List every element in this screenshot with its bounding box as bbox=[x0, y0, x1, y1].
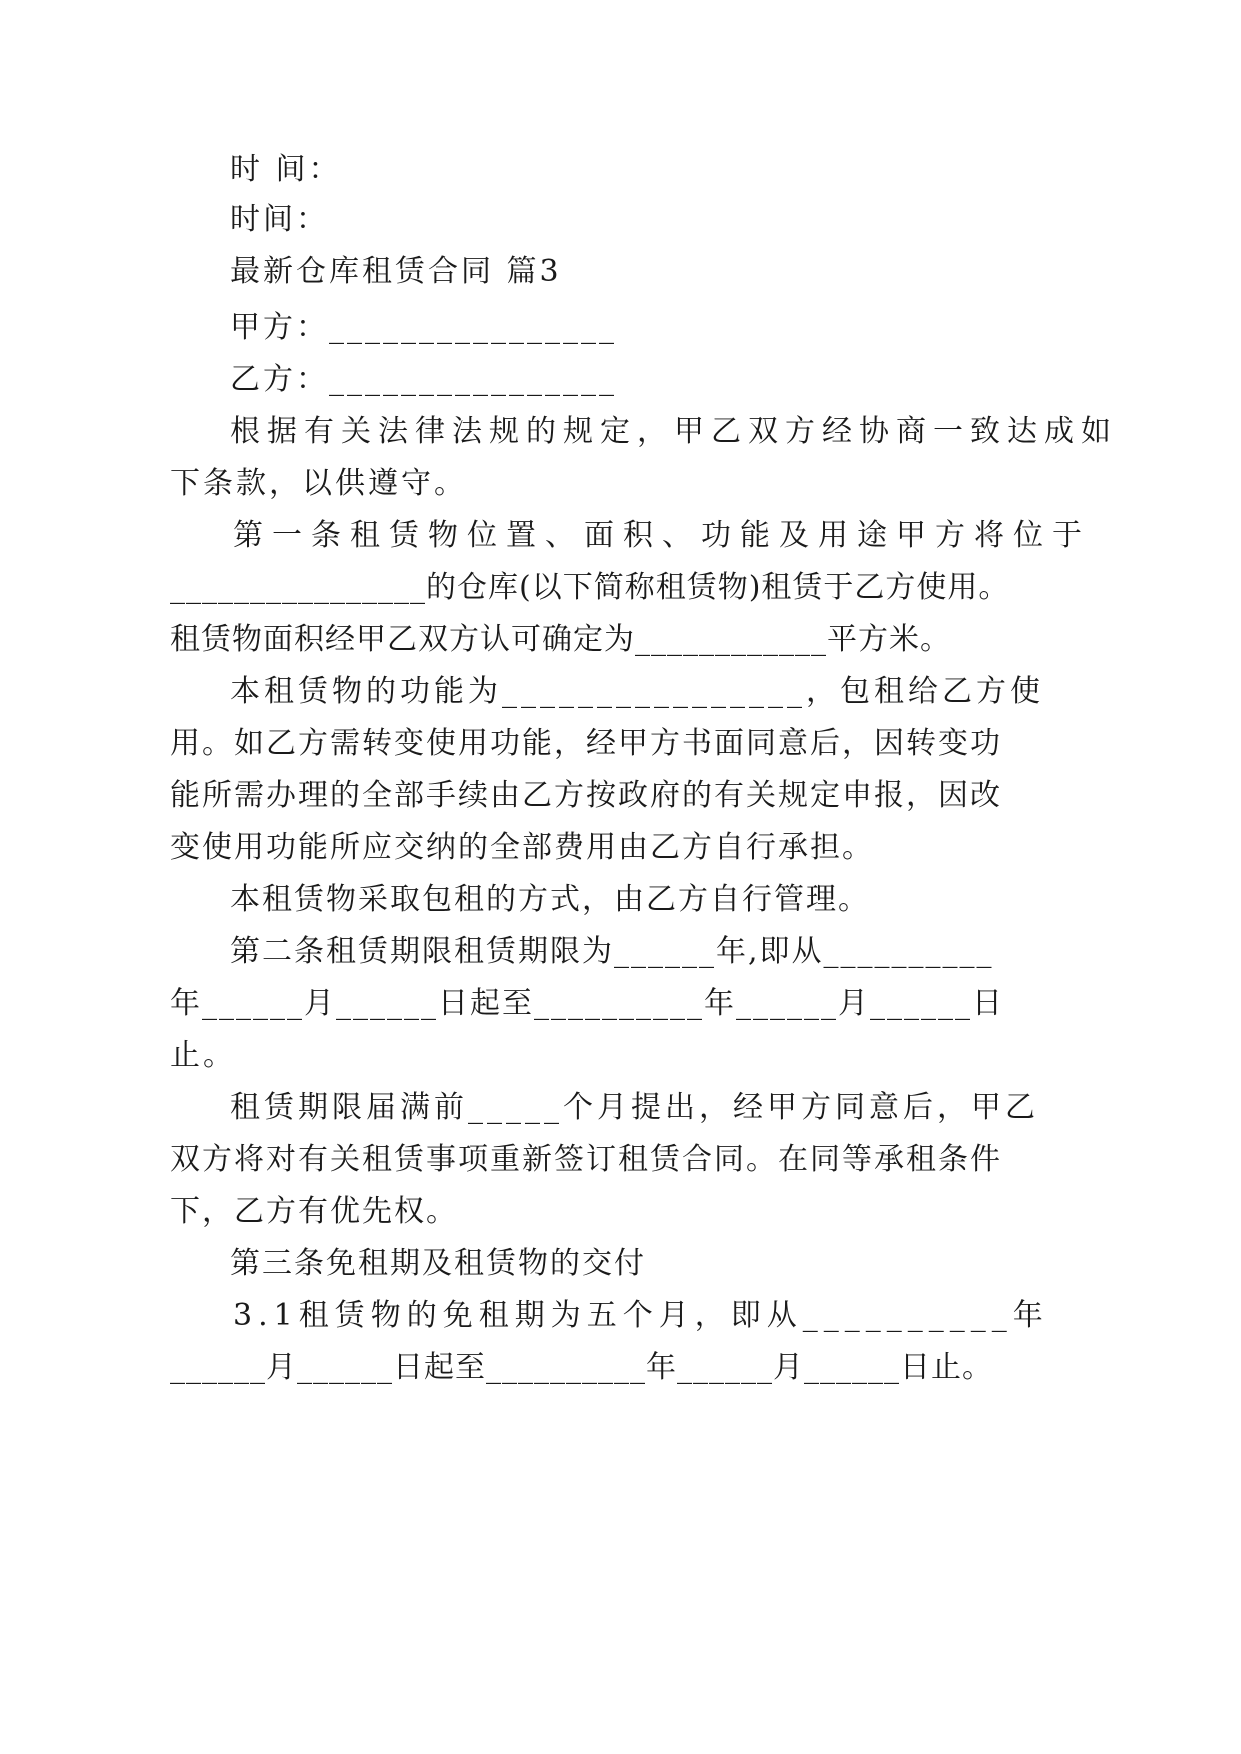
paragraph-line: 年______月______日起至__________年______月______日 bbox=[170, 986, 1004, 1021]
paragraph-line: 3.1租赁物的免租期为五个月，即从__________年 bbox=[233, 1298, 1049, 1333]
party-a-field: 甲方：________________ bbox=[230, 310, 617, 345]
paragraph-line: 第一条租赁物位置、面积、功能及用途甲方将位于 bbox=[233, 518, 1091, 553]
paragraph-line: 根据有关法律法规的规定，甲乙双方经协商一致达成如 bbox=[230, 414, 1118, 449]
paragraph-line: 用。如乙方需转变使用功能，经甲方书面同意后，因转变功 bbox=[170, 726, 1002, 761]
paragraph-line: ______月______日起至__________年______月______日止。 bbox=[170, 1350, 993, 1385]
time-label: 时间： bbox=[230, 202, 329, 237]
paragraph-line: 租赁期限届满前_____个月提出，经甲方同意后，甲乙 bbox=[230, 1090, 1039, 1125]
paragraph-line: 双方将对有关租赁事项重新签订租赁合同。在同等承租条件 bbox=[170, 1142, 1002, 1177]
paragraph-line: 租赁物面积经甲乙双方认可确定为____________平方米。 bbox=[170, 622, 951, 657]
paragraph-line: 第二条租赁期限租赁期限为______年,即从__________ bbox=[230, 934, 994, 969]
paragraph-line: ________________的仓库(以下简称租赁物)租赁于乙方使用。 bbox=[170, 570, 1010, 605]
paragraph-line: 止。 bbox=[170, 1038, 236, 1073]
time-label-spaced: 时 间： bbox=[230, 152, 342, 187]
paragraph-line: 本租赁物采取包租的方式，由乙方自行管理。 bbox=[230, 882, 870, 917]
paragraph-line: 能所需办理的全部手续由乙方按政府的有关规定申报，因改 bbox=[170, 778, 1002, 813]
section-heading: 第三条免租期及租赁物的交付 bbox=[230, 1246, 646, 1281]
paragraph-line: 下条款，以供遵守。 bbox=[170, 466, 467, 501]
contract-title: 最新仓库租赁合同 篇3 bbox=[230, 254, 562, 289]
paragraph-line: 变使用功能所应交纳的全部费用由乙方自行承担。 bbox=[170, 830, 874, 865]
paragraph-line: 本租赁物的功能为________________，包租给乙方使 bbox=[230, 674, 1044, 709]
party-b-field: 乙方：________________ bbox=[230, 362, 617, 397]
paragraph-line: 下，乙方有优先权。 bbox=[170, 1194, 458, 1229]
